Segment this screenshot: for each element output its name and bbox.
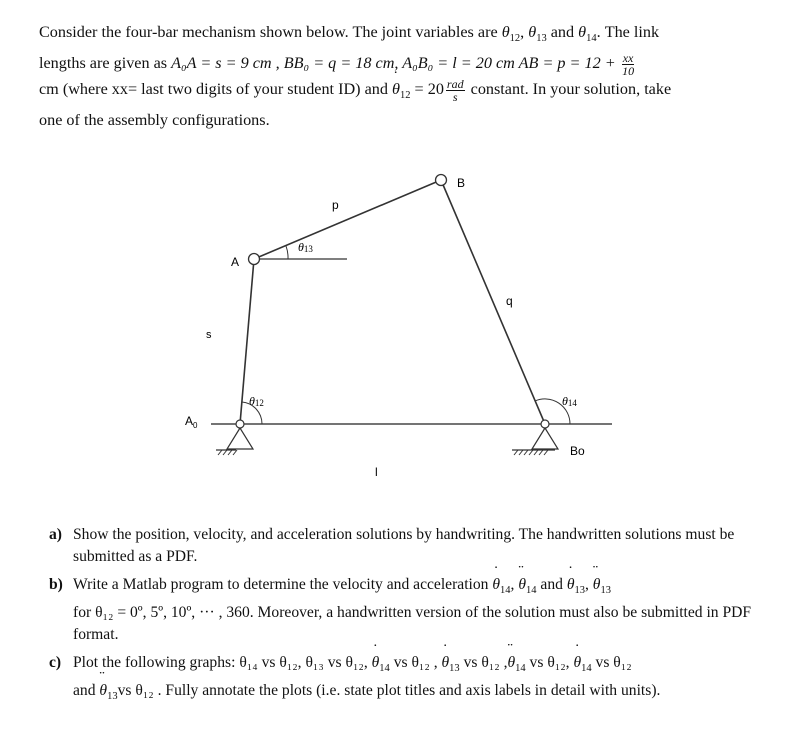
link-p [254,180,441,259]
label-b0: Bo [570,444,585,458]
label-s: s [206,329,212,341]
joint-b0 [541,420,549,428]
ground-support-b0 [512,428,558,455]
question-list [49,524,769,714]
question-b: b) Write a Matlab program to determine the velocity and acceleration ˙ $\theta_{14}$, ¨ $\theta_{14}$ and ˙ $\theta_{13}$, ¨ $\theta_{13}$ for θ₁₂ = 0º, 5º, 10º, ··· , 360. Moreover, a handwritten version of the solution must also be submitted in PDF format. [49,574,769,646]
label-theta13: θ13 [298,240,313,254]
question-a: a) Show the position, velocity, and acceleration solutions by handwriting. The handwritten solutions must be submitted as a PDF. [49,526,735,565]
label-q: q [506,294,513,308]
question-c: c) Plot the following graphs: θ₁₄ vs θ₁₂, θ₁₃ vs θ₁₂, ˙ $\theta_{14}$ vs θ₁₂ , ˙ $\theta_{13}$ vs θ₁₂ ,¨ $\theta_{14}$ vs θ₁₂, ˙ $\theta_{14}$ vs θ₁₂ and ¨ $\theta_{13}vs$ θ₁₂ . Fully annotate the plots (i.e. state plot titles and axis labels in detail with units). [49,652,769,708]
label-a0: $A_0$ [185,414,198,430]
joint-a0 [236,420,244,428]
intro-line-3: cm (where xx= last two digits of your student ID) and ˙ $\theta_{12} = 20$ $\frac{\text{rad}}{s}$ constant. In your solution, take [39,77,759,108]
label-b: B [457,176,466,190]
intro-line-2: lengths are given as A₀A = s = 9 cm , BB₀ = q = 18 cm, A₀B₀ = l = 20 cm AB = p = 12 + $\frac{xx}{10}$ [39,51,635,79]
intro-line-4: one of the assembly configurations. [39,111,270,130]
link-q [441,180,545,424]
theta13-arc [286,246,288,259]
joint-b [436,175,447,186]
joint-a [249,254,260,265]
label-l: l [375,465,378,479]
intro-line-1: Consider the four-bar mechanism shown below. The joint variables are $\theta_{12}$, $\theta_{13}$ and $\theta_{14}$. The link [39,23,660,45]
label-p: p [332,198,339,212]
label-theta14: θ14 [562,394,577,408]
ground-support-a0 [216,428,253,455]
rad-per-s-fraction: $\frac{\text{rad}}{s}$ [446,76,464,104]
label-a: A [231,255,240,269]
label-theta12: θ12 [249,394,264,408]
xx-over-10-fraction: $\frac{xx}{10}$ [622,51,635,79]
